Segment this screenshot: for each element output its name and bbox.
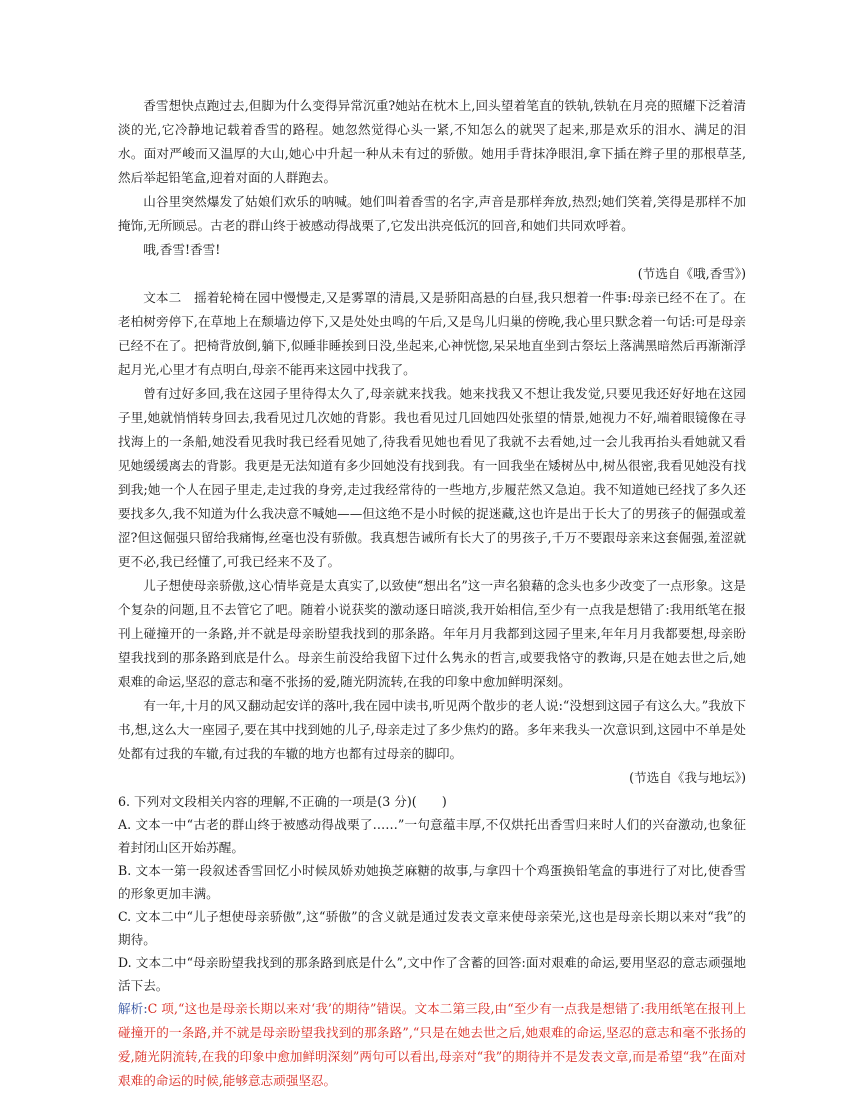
option-b: B. 文本一第一段叙述香雪回忆小时候凤娇劝她换芝麻糖的故事,与拿四十个鸡蛋换铅笔盒的事进行了对比,使香雪的形象更加丰满。 bbox=[118, 863, 746, 901]
text2-paragraph-2: 曾有过好多回,我在这园子里待得太久了,母亲就来找我。她来找我又不想让我发觉,只要见我还好好地在这园子里,她就悄悄转身回去,我看见过几次她的背影。我也看见过几回她四处张望的情景,她视力不好,端着眼镜像在寻找海上的一条船,她没看见我时我已经看见她了,待我看见她也看见了我就不去看她,过一会儿我再抬头看她就又看见她缓缓离去的背影。我更是无法知道有多少回她没有找到我。有一回我坐在矮树丛中,树丛很密,我看见她没有找到我;她一个人在园子里走,走过我的身旁,走过我经常待的一些地方,步履茫然又急迫。我不知道她已经找了多久还要找多久,我不知道为什么我决意不喊她——但这绝不是小时候的捉迷藏,这也许是出于长大了的男孩子的倔强或羞涩?但这倔强只留给我痛悔,丝毫也没有骄傲。我真想告诫所有长大了的男孩子,千万不要跟母亲来这套倔强,羞涩就更不必,我已经懂了,可我已经来不及了。 bbox=[118, 386, 746, 569]
text2-paragraph-3: 儿子想使母亲骄傲,这心情毕竟是太真实了,以致使“想出名”这一声名狼藉的念头也多少改变了一点形象。这是个复杂的问题,且不去管它了吧。随着小说获奖的激动逐日暗淡,我开始相信,至少有一点我是想错了:我用纸笔在报刊上碰撞开的一条路,并不就是母亲盼望我找到的那条路。年年月月我都到这园子里来,年年月月我都要想,母亲盼望我找到的那条路到底是什么。母亲生前没给我留下过什么隽永的哲言,或要我恪守的教诲,只是在她去世之后,她艰难的命运,坚忍的意志和毫不张扬的爱,随光阴流转,在我的印象中愈加鲜明深刻。 bbox=[118, 578, 746, 689]
text2-paragraph-1: 文本二 摇着轮椅在园中慢慢走,又是雾罩的清晨,又是骄阳高悬的白昼,我只想着一件事:母亲已经不在了。在老柏树旁停下,在草地上在颓墙边停下,又是处处虫鸣的午后,又是鸟儿归巢的傍晚,我心里只默念着一句话:可是母亲已经不在了。把椅背放倒,躺下,似睡非睡挨到日没,坐起来,心神恍惚,呆呆地直坐到古祭坛上落满黑暗然后再渐渐浮起月光,心里才有点明白,母亲不能再来这园中找我了。 bbox=[118, 290, 746, 377]
analysis-text: C 项,“这也是母亲长期以来对‘我’的期待”错误。文本二第三段,由“至少有一点我是想错了:我用纸笔在报刊上碰撞开的一条路,并不就是母亲盼望我找到的那条路”,“只是在她去世之后,她艰难的命运,坚忍的意志和毫不张扬的爱,随光阴流转,在我的印象中愈加鲜明深刻”两句可以看出,母亲对“我”的期待并不是发表文章,而是希望“我”在面对艰难的命运的时候,能够意志顽强坚忍。 bbox=[118, 1001, 746, 1088]
option-d: D. 文本二中“母亲盼望我找到的那条路到底是什么”,文中作了含蓄的回答:面对艰难的命运,要用坚忍的意志顽强地活下去。 bbox=[118, 955, 746, 993]
text2-paragraph-4: 有一年,十月的风又翻动起安详的落叶,我在园中读书,听见两个散步的老人说:“没想到这园子有这么大。”我放下书,想,这么大一座园子,要在其中找到她的儿子,母亲走过了多少焦灼的路。多年来我头一次意识到,这园中不单是处处都有过我的车辙,有过我的车辙的地方也都有过母亲的脚印。 bbox=[118, 698, 746, 761]
option-c: C. 文本二中“儿子想使母亲骄傲”,这“骄傲”的含义就是通过发表文章来使母亲荣光,这也是母亲长期以来对“我”的期待。 bbox=[118, 909, 746, 947]
document-page bbox=[118, 94, 746, 1093]
option-a: A. 文本一中“古老的群山终于被感动得战栗了……”一句意蕴丰厚,不仅烘托出香雪归来时人们的兴奋激动,也象征着封闭山区开始苏醒。 bbox=[118, 817, 746, 855]
question-stem: 6. 下列对文段相关内容的理解,不正确的一项是(3 分)( ) bbox=[118, 794, 447, 809]
text1-paragraph-3: 哦,香雪!香雪! bbox=[143, 242, 221, 257]
text1-paragraph-2: 山谷里突然爆发了姑娘们欢乐的呐喊。她们叫着香雪的名字,声音是那样奔放,热烈;她们笑着,笑得是那样不加掩饰,无所顾忌。古老的群山终于被感动得战栗了,它发出洪亮低沉的回音,和她们共同欢呼着。 bbox=[118, 194, 746, 233]
text1-paragraph-1: 香雪想快点跑过去,但脚为什么变得异常沉重?她站在枕木上,回头望着笔直的铁轨,铁轨在月亮的照耀下泛着清淡的光,它冷静地记载着香雪的路程。她忽然觉得心头一紧,不知怎么的就哭了起来,那是欢乐的泪水、满足的泪水。面对严峻而又温厚的大山,她心中升起一种从未有过的骄傲。她用手背抹净眼泪,拿下插在辫子里的那根草茎,然后举起铅笔盒,迎着对面的人群跑去。 bbox=[118, 98, 746, 185]
analysis-block bbox=[118, 997, 746, 1093]
text1-source: (节选自《哦,香雪》) bbox=[637, 266, 746, 281]
text2-source: (节选自《我与地坛》) bbox=[629, 770, 746, 785]
analysis-label: 解析: bbox=[118, 1001, 148, 1016]
